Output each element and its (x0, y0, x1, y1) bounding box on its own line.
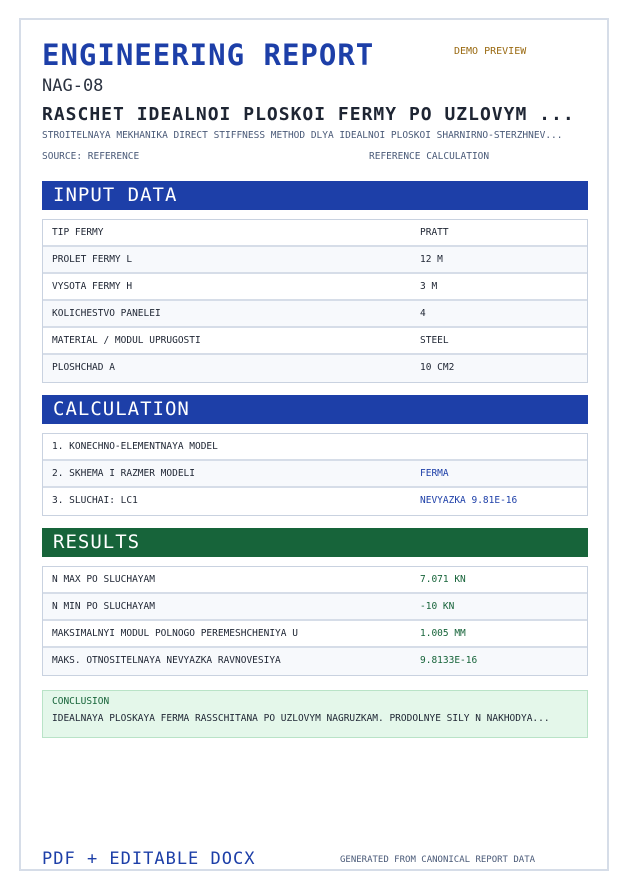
report-description: STROITELNAYA MEKHANIKA DIRECT STIFFNESS METHOD DLYA IDEALNOI PLOSKOI SHARNIRNO-STERZHNEV... (42, 130, 563, 141)
results-table (42, 566, 588, 676)
results-heading: RESULTS (42, 528, 588, 557)
generated-note: GENERATED FROM CANONICAL REPORT DATA (340, 855, 536, 865)
report-source: SOURCE: REFERENCE (42, 151, 140, 162)
report-reference: REFERENCE CALCULATION (369, 151, 490, 162)
report-code: NAG-08 (42, 76, 104, 96)
calculation-step: 3. SLUCHAI: LC1 (52, 495, 138, 506)
input-label: PROLET FERMY L (52, 254, 133, 265)
input-value: 12 M (420, 254, 443, 265)
report-title: ENGINEERING REPORT (42, 38, 375, 72)
table-row (43, 220, 587, 247)
table-row (43, 355, 587, 382)
report-page (19, 18, 609, 871)
table-row (43, 488, 587, 515)
report-subject: RASCHET IDEALNOI PLOSKOI FERMY PO UZLOVYM ... (42, 104, 575, 125)
result-label: MAKSIMALNYI MODUL POLNOGO PEREMESHCHENIYA U (52, 628, 298, 639)
calculation-step: 2. SKHEMA I RAZMER MODELI (52, 468, 195, 479)
calculation-value: NEVYAZKA 9.81E-16 (420, 495, 518, 506)
calculation-heading: CALCULATION (42, 395, 588, 424)
input-value: 4 (420, 308, 426, 319)
conclusion-label: CONCLUSION (52, 696, 110, 707)
input-label: TIP FERMY (52, 227, 104, 238)
conclusion-text: IDEALNAYA PLOSKAYA FERMA RASSCHITANA PO UZLOVYM NAGRUZKAM. PRODOLNYE SILY N NAKHODYA... (52, 713, 550, 724)
input-label: VYSOTA FERMY H (52, 281, 133, 292)
input-value: STEEL (420, 335, 449, 346)
table-row (43, 594, 587, 621)
input-label: MATERIAL / MODUL UPRUGOSTI (52, 335, 201, 346)
input-data-heading: INPUT DATA (42, 181, 588, 210)
table-row (43, 567, 587, 594)
result-value: 1.005 MM (420, 628, 466, 639)
table-row (43, 328, 587, 355)
result-label: N MIN PO SLUCHAYAM (52, 601, 155, 612)
input-label: KOLICHESTVO PANELEI (52, 308, 161, 319)
table-row (43, 274, 587, 301)
result-value: 7.071 KN (420, 574, 466, 585)
result-label: MAKS. OTNOSITELNAYA NEVYAZKA RAVNOVESIYA (52, 655, 281, 666)
input-value: 3 M (420, 281, 438, 292)
result-value: 9.8133E-16 (420, 655, 478, 666)
calculation-table (42, 433, 588, 516)
table-row (43, 247, 587, 274)
table-row (43, 461, 587, 488)
input-label: PLOSHCHAD A (52, 362, 115, 373)
table-row (43, 621, 587, 648)
table-row (43, 648, 587, 675)
input-value: PRATT (420, 227, 449, 238)
input-data-table (42, 219, 588, 383)
input-value: 10 CM2 (420, 362, 455, 373)
conclusion-box (42, 690, 588, 738)
export-formats: PDF + EDITABLE DOCX (42, 849, 256, 869)
calculation-step: 1. KONECHNO-ELEMENTNAYA MODEL (52, 441, 218, 452)
table-row (43, 301, 587, 328)
calculation-value: FERMA (420, 468, 449, 479)
result-value: -10 KN (420, 601, 455, 612)
demo-preview-badge: DEMO PREVIEW (454, 46, 527, 57)
result-label: N MAX PO SLUCHAYAM (52, 574, 155, 585)
table-row (43, 434, 587, 461)
